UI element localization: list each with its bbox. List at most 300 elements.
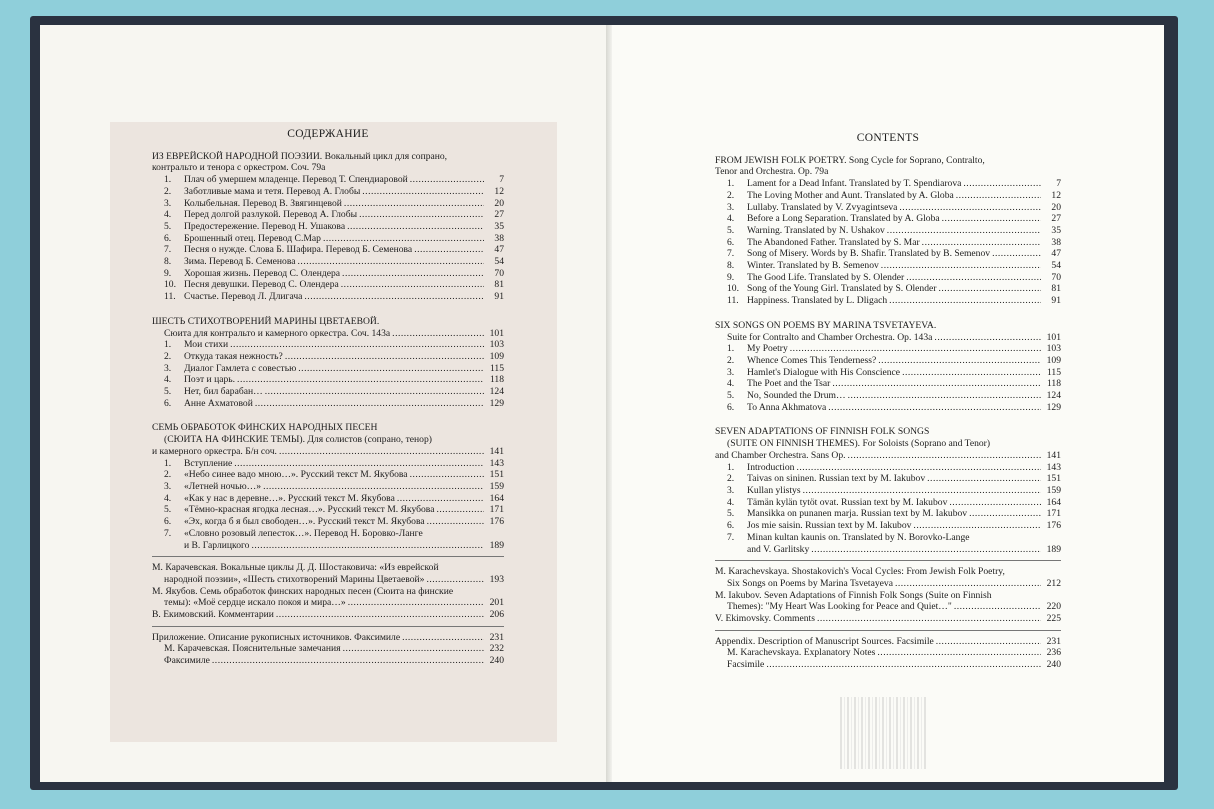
leader-dots: [766, 659, 1041, 671]
entry-title: Facsimile: [727, 659, 765, 671]
leader-dots: [410, 174, 484, 186]
entry-title: В. Екимовский. Комментарии: [152, 609, 274, 621]
entry-page: 231: [489, 631, 504, 643]
toc-entry: [715, 497, 1061, 509]
toc-entry: [152, 504, 504, 516]
leader-dots: [938, 283, 1041, 295]
entry-title: и камерного оркестра. Б/н соч.: [152, 445, 277, 457]
toc-entry: [152, 279, 504, 291]
entry-page: 54: [494, 256, 504, 268]
entry-page: 27: [1051, 213, 1061, 225]
entry-title: My Poetry: [747, 343, 788, 355]
entry-title: Appendix. Description of Manuscript Sources. Facsimile: [715, 635, 934, 647]
leader-dots: [895, 578, 1041, 590]
entry-number: 5.: [164, 220, 172, 232]
leader-dots: [927, 473, 1041, 485]
entry-number: 7.: [727, 531, 735, 543]
entry-title: Хорошая жизнь. Перевод С. Олендера: [184, 267, 341, 279]
entry-number: 5.: [727, 224, 735, 236]
toc-heading-line: контральто и тенора с оркестром. Соч. 79а: [152, 162, 326, 174]
section-rule: [715, 560, 1061, 561]
entry-title: Песня девушки. Перевод С. Олендера: [184, 279, 339, 291]
entry-page: 20: [494, 197, 504, 209]
entry-page: 20: [1051, 201, 1061, 213]
entry-page: 236: [1046, 647, 1061, 659]
entry-page: 91: [494, 291, 504, 303]
entry-title: Lament for a Dead Infant. Translated by T. Spendiarova: [747, 178, 962, 190]
entry-page: 220: [1046, 601, 1061, 613]
toc-entry: [715, 390, 1061, 402]
toc-heading-line: ШЕСТЬ СТИХОТВОРЕНИЙ МАРИНЫ ЦВЕТАЕВОЙ.: [152, 315, 380, 327]
entry-page: 171: [1046, 508, 1061, 520]
entry-title: Hamlet's Dialogue with His Conscience: [747, 366, 901, 378]
leader-dots: [963, 178, 1041, 190]
entry-page: 189: [489, 539, 504, 551]
toc-entry: [152, 643, 504, 655]
entry-page: 124: [489, 386, 504, 398]
toc-entry: [152, 493, 504, 505]
entry-number: 1.: [164, 339, 172, 351]
entry-title: Minan kultan kaunis on. Translated by N. Borovko-Lange: [747, 531, 970, 543]
toc-entry: [715, 248, 1061, 260]
russian-table-of-contents: [152, 129, 504, 667]
toc-entry: [715, 213, 1061, 225]
toc-entry: [715, 462, 1061, 474]
leader-dots: [263, 481, 484, 493]
toc-heading-line: FROM JEWISH FOLK POETRY. Song Cycle for Soprano, Contralto,: [715, 154, 985, 166]
entry-title: and Chamber Orchestra. Sans Op.: [715, 449, 846, 461]
entry-title: The Poet and the Tsar: [747, 378, 831, 390]
leader-dots: [230, 339, 484, 351]
entry-number: 8.: [727, 260, 735, 272]
toc-entry: [152, 386, 504, 398]
toc-entry: [152, 209, 504, 221]
toc-entry: [715, 450, 1061, 462]
entry-title: Before a Long Separation. Translated by A. Globa: [747, 213, 940, 225]
leader-dots: [251, 540, 484, 552]
leader-dots: [426, 574, 484, 586]
entry-title: «Небо синее вадо мною…». Русский текст М. Якубова: [184, 469, 408, 481]
toc-entry: [715, 485, 1061, 497]
toc-entry: [152, 328, 504, 340]
entry-number: 6.: [164, 232, 172, 244]
leader-dots: [956, 190, 1041, 202]
entry-number: 3.: [727, 366, 735, 378]
toc-entry: [715, 659, 1061, 671]
entry-page: 47: [494, 244, 504, 256]
entry-page: 118: [1046, 378, 1061, 390]
toc-heading-line: SEVEN ADAPTATIONS OF FINNISH FOLK SONGS: [715, 426, 930, 438]
leader-dots: [828, 402, 1041, 414]
toc-entry: [715, 544, 1061, 556]
entry-title: Диалог Гамлета с совестью: [184, 362, 297, 374]
toc-heading-line: СЕМЬ ОБРАБОТОК ФИНСКИХ НАРОДНЫХ ПЕСЕН: [152, 422, 378, 434]
entry-page: 124: [1046, 390, 1061, 402]
toc-entry: [152, 574, 504, 586]
left-page: [40, 25, 610, 782]
toc-title: СОДЕРЖАНИЕ: [287, 128, 369, 140]
leader-dots: [949, 497, 1041, 509]
entry-title: Happiness. Translated by L. Dligach: [747, 295, 888, 307]
entry-title: Откуда такая нежность?: [184, 350, 283, 362]
toc-entry: [152, 516, 504, 528]
entry-number: 2.: [727, 473, 735, 485]
leader-dots: [922, 237, 1041, 249]
toc-entry: [152, 291, 504, 303]
toc-entry: [715, 178, 1061, 190]
entry-page: 70: [1051, 271, 1061, 283]
leader-dots: [344, 198, 484, 210]
toc-entry: [152, 221, 504, 233]
entry-title: Счастье. Перевод Л. Длигача: [184, 291, 303, 303]
leader-dots: [362, 186, 484, 198]
leader-dots: [848, 390, 1041, 402]
entry-title: V. Ekimovsky. Comments: [715, 613, 815, 625]
toc-title: CONTENTS: [856, 132, 920, 144]
toc-entry: [715, 272, 1061, 284]
entry-number: 1.: [727, 178, 735, 190]
entry-page: 12: [1051, 189, 1061, 201]
toc-entry: [152, 174, 504, 186]
entry-title: Зима. Перевод Б. Семенова: [184, 256, 296, 268]
entry-page: 91: [1051, 295, 1061, 307]
entry-page: 47: [1051, 248, 1061, 260]
entry-title: «Летней ночью…»: [184, 480, 262, 492]
entry-page: 143: [1046, 461, 1061, 473]
entry-title: «Словно розовый лепесток…». Перевод Н. Боровко-Ланге: [184, 527, 423, 539]
leader-dots: [341, 279, 484, 291]
entry-number: 7.: [164, 527, 172, 539]
entry-page: 7: [499, 174, 504, 186]
leader-dots: [304, 291, 484, 303]
entry-page: 159: [1046, 484, 1061, 496]
entry-number: 5.: [727, 390, 735, 402]
article-line: M. Karachevskaya. Shostakovich's Vocal Cycles: From Jewish Folk Poetry,: [715, 566, 1005, 578]
entry-title: The Good Life. Translated by S. Olender: [747, 271, 905, 283]
toc-entry: [715, 520, 1061, 532]
entry-number: 4.: [727, 378, 735, 390]
leader-dots: [348, 597, 484, 609]
entry-page: 38: [1051, 236, 1061, 248]
toc-entry: [715, 260, 1061, 272]
entry-number: 7.: [727, 248, 735, 260]
entry-number: 6.: [164, 397, 172, 409]
entry-page: 101: [489, 327, 504, 339]
entry-page: 35: [494, 220, 504, 232]
entry-number: 2.: [727, 354, 735, 366]
entry-number: 3.: [727, 484, 735, 496]
entry-page: 35: [1051, 224, 1061, 236]
toc-heading-line: SIX SONGS ON POEMS BY MARINA TSVETAYEVA.: [715, 319, 937, 331]
toc-entry: [152, 244, 504, 256]
entry-title: Песня о нужде. Слова Б. Шафира. Перевод Б. Семенова: [184, 244, 413, 256]
toc-entry: [715, 332, 1061, 344]
leader-dots: [992, 248, 1041, 260]
entry-page: 206: [489, 609, 504, 621]
toc-entry: [152, 198, 504, 210]
entry-page: 12: [494, 185, 504, 197]
leader-dots: [427, 516, 484, 528]
entry-number: 6.: [727, 401, 735, 413]
entry-number: 6.: [727, 520, 735, 532]
leader-dots: [392, 328, 484, 340]
leader-dots: [887, 225, 1041, 237]
entry-page: 70: [494, 267, 504, 279]
entry-number: 1.: [164, 174, 172, 186]
entry-page: 240: [1046, 659, 1061, 671]
entry-title: Брошенный отец. Перевод С.Мар: [184, 232, 321, 244]
toc-entry: [152, 186, 504, 198]
toc-entry: [152, 609, 504, 621]
entry-number: 2.: [164, 185, 172, 197]
right-page: [612, 25, 1164, 782]
entry-title: and V. Garlitsky: [747, 543, 810, 555]
entry-title: Warning. Translated by N. Ushakov: [747, 224, 885, 236]
leader-dots: [343, 643, 484, 655]
entry-page: 240: [489, 655, 504, 667]
entry-page: 141: [1046, 449, 1061, 461]
entry-number: 1.: [727, 343, 735, 355]
leader-dots: [906, 272, 1041, 284]
entry-number: 6.: [727, 236, 735, 248]
entry-title: The Abandoned Father. Translated by S. Mar: [747, 236, 920, 248]
toc-entry: [715, 237, 1061, 249]
entry-title: Мои стихи: [184, 339, 229, 351]
entry-number: 3.: [164, 362, 172, 374]
entry-page: 171: [489, 504, 504, 516]
entry-number: 4.: [164, 209, 172, 221]
leader-dots: [359, 209, 484, 221]
entry-page: 176: [489, 516, 504, 528]
section-rule: [152, 556, 504, 557]
entry-page: 164: [489, 492, 504, 504]
entry-page: 103: [489, 339, 504, 351]
barcode-faint: [840, 697, 928, 769]
toc-entry: [715, 532, 1061, 544]
section-rule: [152, 626, 504, 627]
entry-number: 3.: [727, 201, 735, 213]
leader-dots: [832, 378, 1041, 390]
entry-page: 118: [489, 374, 504, 386]
toc-entry: [715, 473, 1061, 485]
entry-number: 3.: [164, 480, 172, 492]
entry-title: Заботливые мама и тетя. Перевод А. Глобы: [184, 185, 361, 197]
toc-entry: [152, 339, 504, 351]
toc-entry: [715, 283, 1061, 295]
toc-entry: [715, 402, 1061, 414]
entry-page: 54: [1051, 260, 1061, 272]
toc-entry: [715, 508, 1061, 520]
entry-number: 11.: [727, 295, 739, 307]
leader-dots: [298, 256, 484, 268]
entry-title: Taivas on sininen. Russian text by M. Iakubov: [747, 473, 926, 485]
toc-entry: [152, 374, 504, 386]
entry-title: No, Sounded the Drum…: [747, 390, 846, 402]
leader-dots: [436, 504, 484, 516]
entry-page: 151: [1046, 473, 1061, 485]
entry-number: 3.: [164, 197, 172, 209]
leader-dots: [234, 458, 484, 470]
entry-title: темы): «Моё сердце искало покоя и мира…»: [164, 597, 346, 609]
leader-dots: [889, 295, 1041, 307]
leader-dots: [796, 462, 1041, 474]
leader-dots: [969, 508, 1041, 520]
toc-entry: [152, 363, 504, 375]
entry-page: 103: [1046, 343, 1061, 355]
toc-entry: [715, 225, 1061, 237]
entry-page: 164: [1046, 496, 1061, 508]
entry-title: Предостережение. Перевод Н. Ушакова: [184, 220, 346, 232]
entry-number: 4.: [727, 496, 735, 508]
toc-entry: [715, 601, 1061, 613]
toc-entry: [152, 351, 504, 363]
leader-dots: [276, 609, 484, 621]
entry-title: народной поэзии», «Шесть стихотворений Марины Цветаевой»: [164, 573, 425, 585]
entry-title: «Тёмно-красная ягодка лесная…». Русский текст М. Якубова: [184, 504, 435, 516]
toc-entry: [715, 202, 1061, 214]
toc-entry: [152, 268, 504, 280]
toc-entry: [152, 458, 504, 470]
leader-dots: [414, 244, 484, 256]
entry-number: 2.: [727, 189, 735, 201]
toc-entry: [715, 578, 1061, 590]
leader-dots: [790, 343, 1041, 355]
entry-number: 1.: [164, 457, 172, 469]
entry-title: Themes): "My Heart Was Looking for Peace and Quiet…": [727, 601, 952, 613]
leader-dots: [811, 544, 1041, 556]
entry-page: 27: [494, 209, 504, 221]
entry-title: и В. Гарлицкого: [184, 539, 250, 551]
entry-title: To Anna Akhmatova: [747, 401, 827, 413]
entry-number: 5.: [727, 508, 735, 520]
leader-dots: [212, 655, 484, 667]
entry-title: Нет, бил барабан…: [184, 386, 263, 398]
entry-page: 81: [1051, 283, 1061, 295]
spacer: [152, 409, 504, 422]
leader-dots: [255, 398, 484, 410]
entry-title: Плач об умершем младенце. Перевод Т. Спендиаровой: [184, 174, 408, 186]
entry-title: Winter. Translated by B. Semenov: [747, 260, 879, 272]
toc-entry: [152, 632, 504, 644]
leader-dots: [347, 221, 484, 233]
entry-title: Tämän kylän tytöt ovat. Russian text by M. Iakubov: [747, 496, 948, 508]
entry-page: 141: [489, 445, 504, 457]
entry-title: Whence Comes This Tenderness?: [747, 354, 877, 366]
entry-title: Анне Ахматовой: [184, 397, 253, 409]
entry-page: 81: [494, 279, 504, 291]
leader-dots: [285, 351, 484, 363]
toc-heading-line: M. Iakubov. Seven Adaptations of Finnish Folk Songs (Suite on Finnish: [715, 589, 992, 601]
section-rule: [715, 630, 1061, 631]
toc-entry: [152, 528, 504, 540]
entry-title: Introduction: [747, 461, 795, 473]
entry-page: 212: [1046, 577, 1061, 589]
leader-dots: [323, 233, 484, 245]
leader-dots: [402, 632, 484, 644]
entry-number: 4.: [164, 492, 172, 504]
entry-title: Jos mie saisin. Russian text by M. Iakubov: [747, 520, 912, 532]
leader-dots: [298, 363, 484, 375]
spacer: [715, 307, 1061, 320]
toc-heading-line: (SUITE ON FINNISH THEMES). For Soloists (Soprano and Tenor): [727, 438, 991, 450]
toc-entry: [715, 613, 1061, 625]
entry-page: 189: [1046, 543, 1061, 555]
entry-number: 1.: [727, 461, 735, 473]
entry-title: The Loving Mother and Aunt. Translated by A. Globa: [747, 189, 954, 201]
entry-title: Mansikka on punanen marja. Russian text by M. Iakubov: [747, 508, 968, 520]
leader-dots: [803, 485, 1041, 497]
toc-entry: [152, 398, 504, 410]
entry-number: 5.: [164, 504, 172, 516]
leader-dots: [913, 520, 1041, 532]
entry-page: 38: [494, 232, 504, 244]
entry-title: Поэт и царь.: [184, 374, 236, 386]
leader-dots: [934, 332, 1041, 344]
entry-page: 143: [489, 457, 504, 469]
toc-entry: [715, 355, 1061, 367]
toc-heading-line: (СЮИТА НА ФИНСКИЕ ТЕМЫ). Для солистов (сопрано, тенор): [164, 434, 432, 446]
entry-page: 115: [1046, 366, 1061, 378]
entry-title: «Как у нас в деревне…». Русский текст М. Якубова: [184, 492, 395, 504]
entry-number: 2.: [164, 469, 172, 481]
entry-number: 7.: [164, 244, 172, 256]
entry-number: 5.: [164, 386, 172, 398]
toc-heading-line: ИЗ ЕВРЕЙСКОЙ НАРОДНОЙ ПОЭЗИИ. Вокальный цикл для сопрано,: [152, 150, 448, 162]
entry-number: 4.: [164, 374, 172, 386]
entry-page: 7: [1056, 178, 1061, 190]
entry-page: 129: [489, 397, 504, 409]
leader-dots: [848, 450, 1041, 462]
toc-entry: [715, 295, 1061, 307]
entry-title: Факсимиле: [164, 655, 210, 667]
toc-entry: [715, 647, 1061, 659]
leader-dots: [936, 636, 1041, 648]
entry-number: 8.: [164, 256, 172, 268]
leader-dots: [878, 355, 1041, 367]
entry-page: 176: [1046, 520, 1061, 532]
entry-number: 9.: [164, 267, 172, 279]
entry-title: Lullaby. Translated by V. Zvyagintseva: [747, 201, 898, 213]
entry-page: 225: [1046, 613, 1061, 625]
leader-dots: [397, 493, 484, 505]
english-table-of-contents: [715, 133, 1061, 671]
leader-dots: [942, 213, 1041, 225]
entry-number: 10.: [727, 283, 739, 295]
entry-title: Вступление: [184, 457, 233, 469]
leader-dots: [899, 202, 1041, 214]
entry-title: Перед долгой разлукой. Перевод А. Глобы: [184, 209, 358, 221]
toc-entry: [715, 378, 1061, 390]
entry-page: 109: [1046, 354, 1061, 366]
entry-title: Song of Misery. Words by B. Shafir. Translated by B. Semenov: [747, 248, 991, 260]
toc-heading-line: Tenor and Orchestra. Op. 79a: [715, 166, 829, 178]
toc-entry: [152, 655, 504, 667]
toc-entry: [715, 343, 1061, 355]
entry-page: 231: [1046, 635, 1061, 647]
entry-number: 11.: [164, 291, 176, 303]
spacer: [152, 303, 504, 316]
leader-dots: [817, 613, 1041, 625]
leader-dots: [410, 469, 484, 481]
spacer: [715, 413, 1061, 426]
toc-entry: [715, 367, 1061, 379]
toc-entry: [152, 597, 504, 609]
entry-title: M. Karachevskaya. Explanatory Notes: [727, 647, 876, 659]
article-line: М. Карачевская. Вокальные циклы Д. Д. Шостаковича: «Из еврейской: [152, 562, 439, 574]
entry-title: Kullan ylistys: [747, 484, 801, 496]
entry-page: 151: [489, 469, 504, 481]
entry-page: 193: [489, 573, 504, 585]
